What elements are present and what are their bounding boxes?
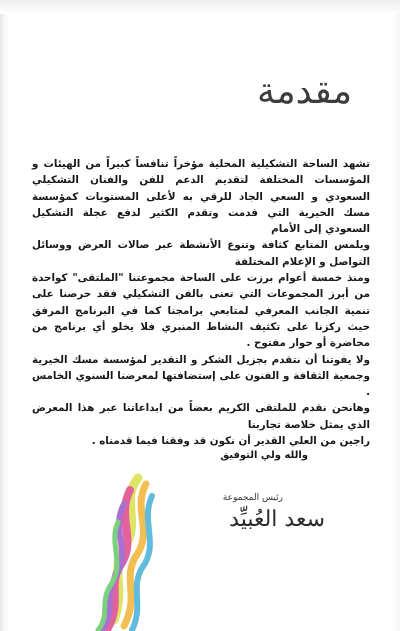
paragraph-2: ويلمس المتابع كثافة وتنوع الأنشطة عبر صالات العرض ووسائل التواصل و الإعلام المختلفة xyxy=(32,239,370,268)
signature-name: سعد العُبيِّد xyxy=(229,507,325,532)
paragraph-1: تشهد الساحة التشكيلية المحلية مؤخراً تنافساً كبيراً من الهيئات و المؤسسات المختلفة لتقديم الدعم للفن والفنان التشكيلي السعودي و السعي الجاد للرقي به لأعلى المستويات كمؤسسة مسك الخيرية التي قدمت وتقدم الكثير لدفع عجلة التشكيل السعودي إلى الأمام xyxy=(32,158,370,236)
paragraph-3: ومنذ خمسة أعوام برزت على الساحة مجموعتنا "الملتقى" كواحدة من أبرز المجموعات التي تعنى بالفن التشكيلي فقد حرصنا على تنمية الجانب المعرفي لمتابعي برامجنا كما في البرنامج المرفق حيث ركزنا على تكثيف النشاط المنبري فلا يخلو أي برنامج من محاضرة أو حوار مفتوح . xyxy=(32,272,370,350)
decorative-color-splash xyxy=(80,470,210,631)
signature-role: رئيس المجموعة xyxy=(222,493,283,503)
paragraph-4: ولا يفوتنا أن نتقدم بجزيل الشكر و التقدير لمؤسسة مسك الخيرية وجمعية الثقافة و الفنون على إستضافتها لمعرضنا السنوي الخامس . xyxy=(32,353,370,399)
closing-line: والله ولي التوفيق xyxy=(220,450,308,461)
introduction-body xyxy=(32,156,370,449)
paragraph-5: وهانحن نقدم للملتقى الكريم بعضاً من ابداعاتنا عبر هذا المعرض الذي يمثل خلاصة تجاربنا xyxy=(32,402,370,431)
page-top-edge xyxy=(0,0,400,14)
paragraph-6: راجين من العلي القدير أن نكون قد وفقنا فيما قدمناه . xyxy=(91,435,370,448)
page-title: مقدمة xyxy=(257,71,352,112)
